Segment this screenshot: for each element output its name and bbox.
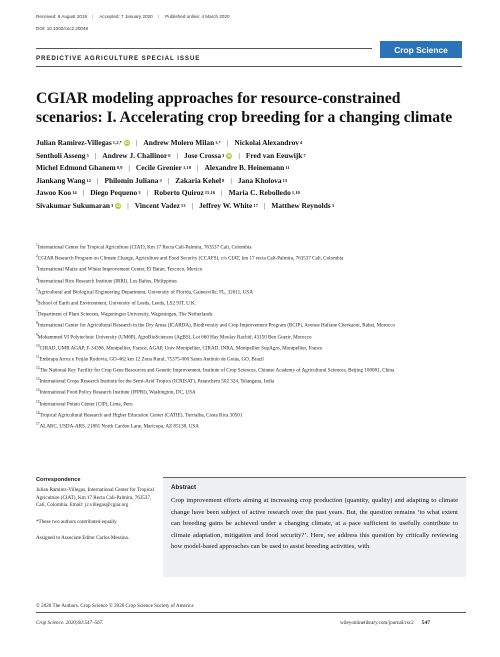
author-affiliation-mark: 3 <box>159 177 162 183</box>
abstract-header: Abstract <box>171 484 197 491</box>
affiliation-item <box>36 241 466 252</box>
author-name-text: Sivakumar Sukumaran <box>36 200 110 210</box>
author-affiliation-mark: 1,10 <box>182 165 191 171</box>
abstract-box <box>163 477 466 577</box>
author-separator: | <box>176 150 179 160</box>
doi: DOI: 10.1002/csc2.20048 <box>36 26 89 31</box>
affiliation-number: 16 <box>36 410 40 415</box>
affiliation-text: Tropical Agricultural Research and Higher Education Center (CATIE), Turrialba, Costa Rica 30501 <box>39 412 243 419</box>
author-name-text: Roberto Quiroz <box>153 188 204 198</box>
author-affiliation-mark: 3 <box>331 202 334 208</box>
author-affiliation-mark: 4 <box>299 140 303 145</box>
copyright: © 2020 The Authors. Crop Science © 2020 Crop Science Society of America <box>36 603 194 609</box>
author-name-text: Jana Kholova <box>237 175 282 185</box>
author-line <box>36 162 466 175</box>
author-separator: | <box>96 175 99 185</box>
author-affiliation-mark: 1,10 <box>291 190 300 196</box>
author-name[interactable] <box>90 187 140 200</box>
author-name-text: Jiankang Wang <box>36 175 86 185</box>
author-list <box>36 137 466 213</box>
author-name-text: Fred van Eeuwijk <box>245 150 303 160</box>
author-name-text: Vincent Vadez <box>134 200 180 210</box>
author-name[interactable] <box>271 200 334 213</box>
author-name-text: Zakaria Kehel <box>175 175 222 185</box>
author-affiliation-mark: 3,* <box>215 140 221 145</box>
orcid-icon[interactable]: iD <box>227 152 232 158</box>
author-name-text: Diego Pequeno <box>90 188 138 198</box>
associate-editor-note: Assigned to Associate Editor Carlos Messina. <box>36 535 130 542</box>
affiliation-text: ALARC, USDA-ARS, 21881 North Cardon Lane, Maricopa, AZ 85138, USA <box>39 423 199 430</box>
affiliation-text: International Center for Agricultural Research in the Dry Areas (ICARDA), Biodiversity and Crop Improvement Program (BCIP), Avenue Hafiane Cherkaoui, Rabat, Morocco <box>37 323 396 329</box>
affiliation-item <box>36 275 466 286</box>
citation: Crop Science. 2020;60:547–567. <box>36 620 104 626</box>
orcid-icon[interactable]: iD <box>116 202 121 208</box>
correspondence-text: Julian Ramirez-Villegas, International Center for Tropical Agriculture (CIAT), Km 17 Recta Cali-Palmira, 763537, Cali, Colombia. Email: j.r.villegas@cgiar.org <box>36 487 154 509</box>
affiliation-text: International Food Policy Research Institute (IFPRI), Washington, DC, USA <box>39 390 196 397</box>
affiliation-text: Mohammed VI Polytechnic University (UM6P), AgroBioSciences (AgBS), Lot 660 Hay Moulay Rachid, 43150 Ben Guerir, Morocco <box>37 334 312 341</box>
affiliation-item <box>36 386 466 397</box>
affiliation-number: 10 <box>36 343 40 348</box>
author-name-text: Michel Edmond Ghanem <box>36 163 116 173</box>
affiliation-text: CIRAD, UMR AGAP, F-34398, Montpellier, France, AGAP, Univ Montpellier, CIRAD, INRA, Montpellier SupAgro, Montpellier, France <box>39 345 323 352</box>
author-name[interactable] <box>199 200 258 213</box>
affiliation-number: 5 <box>36 287 38 292</box>
affiliation-text: Department of Plant Sciences, Wageningen University, Wageningen, The Netherlands <box>37 311 213 318</box>
affiliation-text: International Crops Research Institute for the Semi-Arid Tropics (ICRISAT), Patancheru 502 324, Telangana, India <box>39 378 275 385</box>
header-rule <box>36 48 372 49</box>
author-affiliation-mark: 6 <box>168 152 171 158</box>
affiliation-text: Embrapa Arroz e Feijão Rodovia, GO-462 km 12 Zona Rural, 75375-000 Santo Antônio de Goiás, GO, Brazil <box>39 356 264 363</box>
author-name[interactable] <box>154 187 215 200</box>
footer-rule <box>36 612 466 613</box>
author-affiliation-mark: 13 <box>282 177 288 183</box>
affiliation-item <box>36 308 466 319</box>
author-affiliation-mark: 5 <box>86 152 89 158</box>
author-name[interactable] <box>36 187 77 200</box>
author-affiliation-mark: 8 <box>222 177 225 183</box>
author-name[interactable] <box>104 175 161 188</box>
author-separator: | <box>135 138 138 147</box>
published-date: Published online: 4 March 2020 <box>165 14 230 19</box>
author-separator: | <box>127 200 129 210</box>
author-name-text: Nickolai Alexandrov <box>234 138 299 147</box>
affiliation-number: 17 <box>36 422 40 426</box>
author-affiliation-mark: 11 <box>285 165 290 171</box>
author-line <box>36 200 466 213</box>
author-name-text: Alexandre B. Heinemann <box>204 163 285 173</box>
author-name[interactable] <box>175 175 224 188</box>
author-affiliation-mark: 1,2,* <box>112 140 122 145</box>
affiliation-number: 15 <box>36 399 40 404</box>
footer-links <box>340 620 430 626</box>
affiliation-number: 12 <box>36 366 40 371</box>
author-name[interactable] <box>246 150 306 163</box>
author-name-text: Maria C. Rebolledo <box>228 188 291 198</box>
affiliation-item <box>36 286 466 297</box>
author-name[interactable] <box>184 150 232 163</box>
correspondence-header: Correspondence <box>36 477 81 483</box>
author-line <box>36 187 466 200</box>
abstract-text: Crop improvement efforts aiming at increasing crop production (quantity, quality) and adapting to climate change have been subject of active research over the past years. But, the question remains ‘to what extent can breeding gains be achieved under a changing climate, at a pace sufficient to usefully contribute to climate adaptation, mitigation and food security?’. Here, we address this question by critically reviewing how model-based approaches can be used to assist breeding activities, with <box>171 497 458 551</box>
author-name-text: Jeffrey W. White <box>198 200 253 210</box>
affiliation-item <box>36 263 466 274</box>
affiliation-item <box>36 342 466 353</box>
received-date: Received: 9 August 2019 <box>36 14 88 19</box>
author-name-text: Julian Ramirez-Villegas <box>36 138 112 147</box>
author-affiliation-mark: 15,16 <box>204 190 216 196</box>
affiliation-number: 9 <box>36 332 38 337</box>
author-separator: | <box>94 150 97 160</box>
author-name[interactable] <box>36 137 130 150</box>
author-name[interactable] <box>135 200 186 213</box>
author-name[interactable] <box>36 162 122 175</box>
author-affiliation-mark: 3 <box>111 202 114 208</box>
author-line <box>36 175 466 188</box>
author-name[interactable] <box>229 187 300 200</box>
author-name[interactable] <box>238 175 287 188</box>
author-separator: | <box>146 188 148 198</box>
author-name-text: Philomin Juliana <box>104 175 159 185</box>
author-name-text: Cecile Grenier <box>135 163 182 173</box>
affiliation-number: 13 <box>36 377 40 382</box>
affiliation-item <box>36 353 466 364</box>
affiliation-item <box>36 297 466 308</box>
accepted-date: Accepted: 7 January 2020 <box>99 14 153 19</box>
affiliation-list <box>36 241 466 431</box>
author-affiliation-mark: 12 <box>86 177 91 183</box>
author-name[interactable] <box>143 137 221 150</box>
affiliation-text: International Rice Research Institute (IRRI), Los Baños, Philippines <box>37 278 177 285</box>
affiliation-number: 14 <box>36 388 40 393</box>
article-title: CGIAR modeling approaches for resource-constrained scenarios: I. Accelerating crop breeding for a changing climate <box>36 90 453 126</box>
author-name[interactable] <box>102 150 170 163</box>
author-line <box>36 137 466 150</box>
affiliation-text: International Center for Tropical Agriculture (CIAT), Km 17 Recta Cali-Palmira, 763537 Cali, Colombia <box>37 244 252 251</box>
author-affiliation-mark: 13 <box>180 202 186 208</box>
affiliation-text: The National Key Facility for Crop Gene Resources and Genetic Improvement, Institute of Crop Sciences, Chinese Academy of Agricultural Sciences, Beijing 100081, China <box>39 367 395 374</box>
publication-dates: Received: 9 August 2019 | Accepted: 7 January 2020 | Published online: 4 March 2020 <box>36 14 230 19</box>
affiliation-number: 1 <box>36 243 38 247</box>
author-separator: | <box>263 200 266 210</box>
author-line <box>36 150 466 163</box>
affiliation-item <box>36 398 466 409</box>
correspondence-block <box>36 477 156 543</box>
author-name[interactable] <box>204 162 289 175</box>
author-name-text: Andrew Molero Milan <box>143 138 215 147</box>
affiliation-number: 11 <box>36 354 40 359</box>
author-name[interactable] <box>36 175 91 188</box>
author-affiliation-mark: 7 <box>303 152 306 158</box>
affiliation-item <box>36 375 466 386</box>
author-separator: | <box>226 138 229 147</box>
equal-contribution-note: *These two authors contributed equally <box>36 518 117 525</box>
author-name-text: Sentholi Asseng <box>36 150 86 160</box>
orcid-icon[interactable]: iD <box>124 140 129 145</box>
author-separator: | <box>230 175 232 185</box>
author-name[interactable] <box>234 137 302 150</box>
author-affiliation-mark: 3 <box>222 152 225 158</box>
author-name-text: Andrew J. Challinor <box>102 150 168 160</box>
author-name-text: Matthew Reynolds <box>271 200 331 210</box>
page-number: 547 <box>421 620 431 626</box>
author-separator: | <box>197 163 199 173</box>
author-separator: | <box>82 188 85 198</box>
affiliation-number: 2 <box>36 254 38 259</box>
affiliation-text: International Potato Center (CIP), Lima, Peru <box>39 401 133 408</box>
author-affiliation-mark: 17 <box>253 202 258 208</box>
journal-url[interactable]: wileyonlinelibrary.com/journal/csc2 <box>340 620 414 626</box>
section-rule <box>36 66 462 67</box>
affiliation-text: School of Earth and Environment, University of Leeds, Leeds, LS2 9JT, U.K. <box>37 300 197 307</box>
author-name-text: Jose Crossa <box>184 150 222 160</box>
author-name[interactable] <box>136 162 191 175</box>
author-affiliation-mark: 8,9 <box>116 165 123 171</box>
author-affiliation-mark: 3 <box>138 190 141 196</box>
author-affiliation-mark: 14 <box>72 190 77 196</box>
affiliation-number: 3 <box>36 265 38 270</box>
affiliation-item <box>36 252 466 263</box>
section-label: PREDICTIVE AGRICULTURE SPECIAL ISSUE <box>36 55 201 62</box>
author-separator: | <box>167 175 170 185</box>
affiliation-item <box>36 420 466 431</box>
affiliation-number: 7 <box>36 310 38 315</box>
author-name[interactable] <box>36 200 121 213</box>
affiliation-text: International Maize and Wheat Improvement Center, El Batan, Texcoco, Mexico <box>37 267 203 274</box>
affiliation-number: 6 <box>36 298 38 303</box>
affiliation-text: CGIAR Research Program on Climate Change, Agriculture and Food Security (CCAFS), c/o CIAT, km 17 recta Cali-Palmira, 763537 Cali, Colombia <box>37 255 344 262</box>
author-name[interactable] <box>36 150 89 163</box>
affiliation-number: 8 <box>36 321 38 326</box>
author-separator: | <box>221 188 223 198</box>
affiliation-text: Agricultural and Biological Engineering Department, University of Florida, Gainesville, FL, 32611, USA <box>37 289 253 296</box>
author-separator: | <box>191 200 193 210</box>
journal-badge: Crop Science <box>380 41 462 58</box>
author-separator: | <box>128 163 130 173</box>
author-separator: | <box>238 150 240 160</box>
affiliation-item <box>36 319 466 330</box>
affiliation-item <box>36 364 466 375</box>
affiliation-item <box>36 409 466 420</box>
affiliation-item <box>36 331 466 342</box>
author-name-text: Jawoo Koo <box>36 188 72 198</box>
affiliation-number: 4 <box>36 276 38 281</box>
